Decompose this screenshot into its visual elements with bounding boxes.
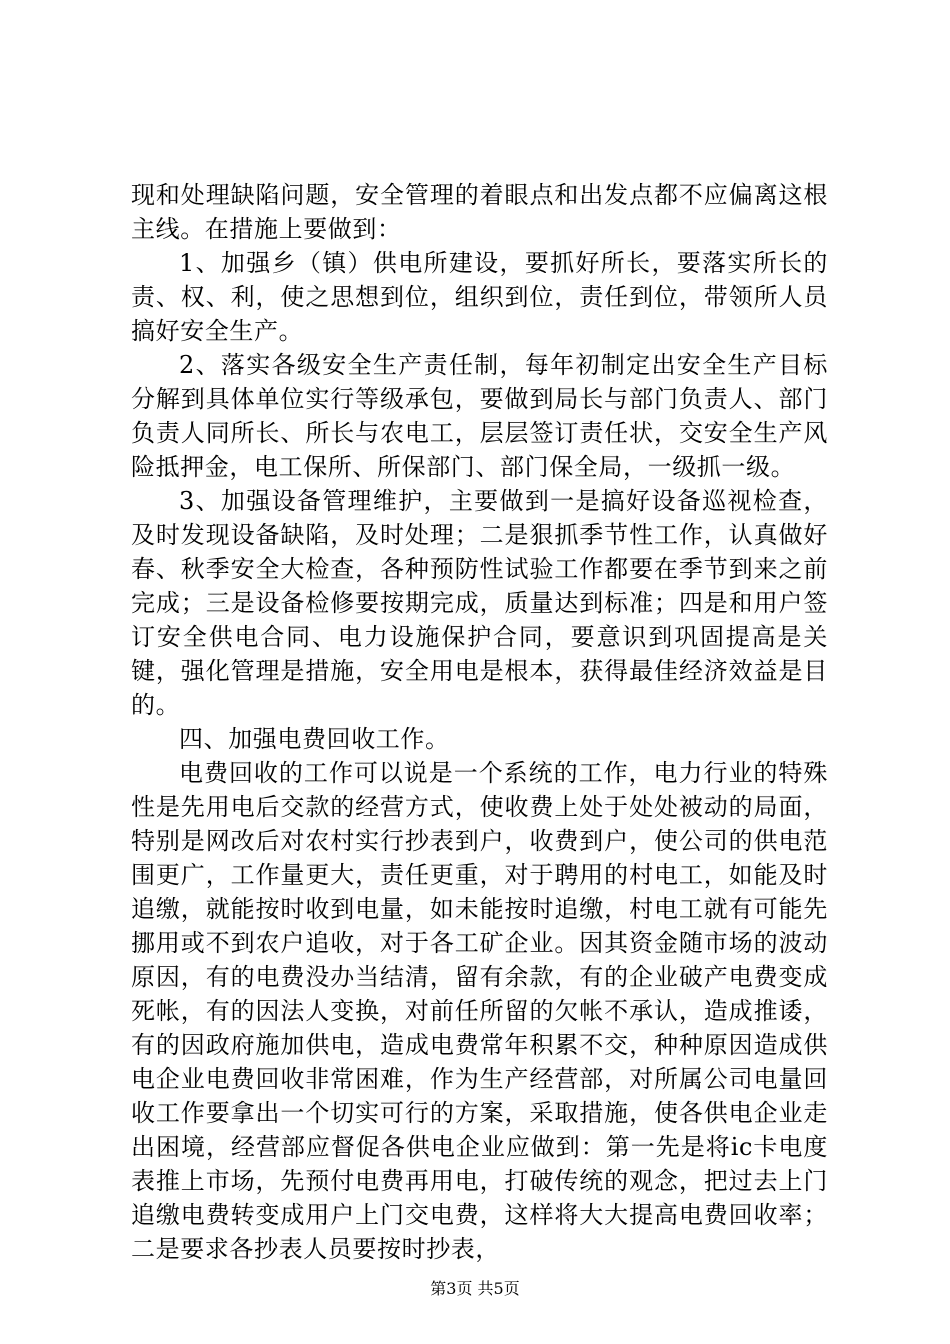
paragraph: 电费回收的工作可以说是一个系统的工作，电力行业的特殊性是先用电后交款的经营方式，使收费上处于处处被动的局面，特别是网改后对农村实行抄表到户，收费到户，使公司的供电范围更广，工作量更大，责任更重，对于聘用的村电工，如能及时追缴，就能按时收到电量，如未能按时追缴，村电工就有可能先挪用或不到农户追收，对于各工矿企业。因其资金随市场的波动原因，有的电费没办当结清，留有余款，有的企业破产电费变成死帐，有的因法人变换，对前任所留的欠帐不承认，造成推诿，有的因政府施加供电，造成电费常年积累不交，种种原因造成供电企业电费回收非常困难，作为生产经营部，对所属公司电量回收工作要拿出一个切实可行的方案，采取措施，使各供电企业走出困境，经营部应督促各供电企业应做到：第一先是将ic卡电度表推上市场，先预付电费再用电，打破传统的观念，把过去上门追缴电费转变成用户上门交电费，这样将大大提高电费回收率；二是要求各抄表人员要按时抄表， xyxy=(131,759,828,1263)
document-body xyxy=(131,178,828,1266)
paragraph: 3、加强设备管理维护，主要做到一是搞好设备巡视检查，及时发现设备缺陷，及时处理；二是狠抓季节性工作，认真做好春、秋季安全大检查，各种预防性试验工作都要在季节到来之前完成；三是设备检修要按期完成，质量达到标准；四是和用户签订安全供电合同、电力设施保护合同，要意识到巩固提高是关键，强化管理是措施，安全用电是根本，获得最佳经济效益是目的。 xyxy=(131,487,828,719)
paragraph: 1、加强乡（镇）供电所建设，要抓好所长，要落实所长的责、权、利，使之思想到位，组织到位，责任到位，带领所人员搞好安全生产。 xyxy=(131,249,828,345)
page-footer: 第3页 共5页 xyxy=(430,1279,520,1298)
section-heading: 四、加强电费回收工作。 xyxy=(179,725,450,753)
paragraph: 现和处理缺陷问题，安全管理的着眼点和出发点都不应偏离这根主线。在措施上要做到： xyxy=(131,181,828,243)
paragraph: 2、落实各级安全生产责任制，每年初制定出安全生产目标分解到具体单位实行等级承包，要做到局长与部门负责人、部门负责人同所长、所长与农电工，层层签订责任状，交安全生产风险抵押金，电工保所、所保部门、部门保全局，一级抓一级。 xyxy=(131,351,828,481)
